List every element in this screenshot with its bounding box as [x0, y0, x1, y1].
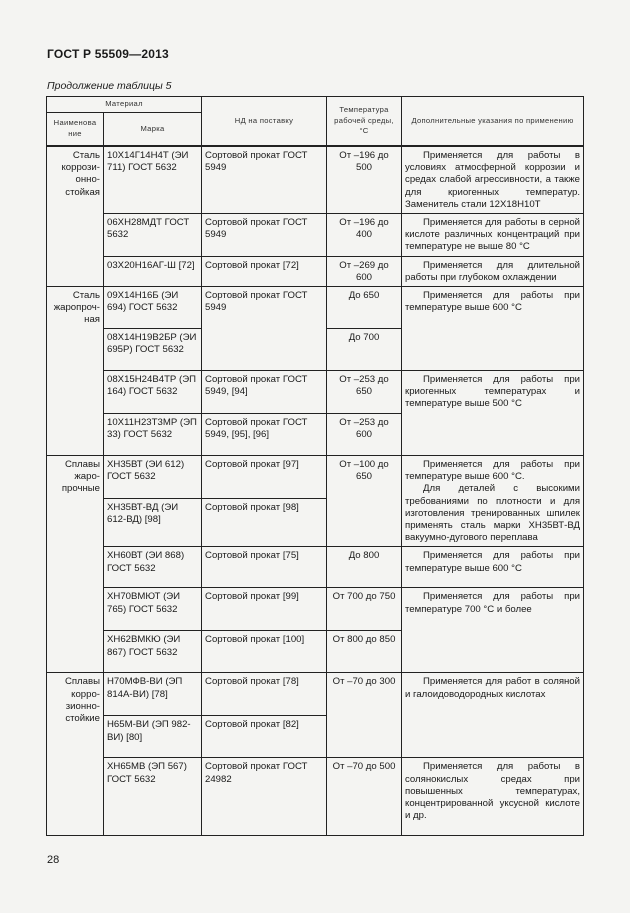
temp-cell: От –253 до 650	[327, 371, 402, 414]
table-continuation-caption: Продолжение таблицы 5	[47, 80, 172, 92]
note-cell: Применяется для работы в условиях атмосферной коррозии и средах слабой агрессивности, а также для криогенных температур. Заменитель стали 12Х18Н10Т	[402, 146, 584, 214]
grade-cell: 08Х14Н19В2БР (ЭИ 695Р) ГОСТ 5632	[104, 329, 202, 371]
grade-cell: ХН62ВМКЮ (ЭИ 867) ГОСТ 5632	[104, 631, 202, 673]
temp-cell: От –196 до 500	[327, 146, 402, 214]
grade-cell: ХН70ВМЮТ (ЭИ 765) ГОСТ 5632	[104, 588, 202, 631]
note-cell: Применяется для работы при криогенных температурах и температуре выше 500 °С	[402, 371, 584, 456]
grade-cell: 03Х20Н16АГ-Ш [72]	[104, 256, 202, 286]
temp-cell: От –70 до 300	[327, 673, 402, 758]
header-notes: Дополнительные указания по применению	[402, 97, 584, 147]
temp-cell: От 800 до 850	[327, 631, 402, 673]
group-name: Сталь жаропрочная	[47, 287, 104, 456]
note-cell	[402, 456, 584, 547]
note-cell: Применяется для работы в солянокислых средах при повышенных температурах, концентрированной уксусной кислоте и др.	[402, 758, 584, 836]
group-name: Сплавы коррозионностойкие	[47, 673, 104, 836]
group-name: Сплавы жаропрочные	[47, 456, 104, 673]
grade-cell: 08Х15Н24В4ТР (ЭП 164) ГОСТ 5632	[104, 371, 202, 414]
grade-cell: 10Х14Г14Н4Т (ЭИ 711) ГОСТ 5632	[104, 146, 202, 214]
page-number: 28	[47, 854, 60, 866]
temp-cell: До 800	[327, 547, 402, 588]
nd-cell: Сортовой прокат [99]	[202, 588, 327, 631]
nd-cell: Сортовой прокат ГОСТ 5949	[202, 287, 327, 371]
nd-cell: Сортовой прокат [82]	[202, 716, 327, 758]
header-name: Наименова ние	[47, 112, 104, 146]
nd-cell: Сортовой прокат ГОСТ 24982	[202, 758, 327, 836]
note-cell: Применяется для работы в серной кислоте различных концентраций при температуре не выше 80 °С	[402, 214, 584, 257]
grade-cell: ХН35ВТ (ЭИ 612) ГОСТ 5632	[104, 456, 202, 499]
grade-cell: 10Х11Н23Т3МР (ЭП 33) ГОСТ 5632	[104, 414, 202, 456]
nd-cell: Сортовой прокат [100]	[202, 631, 327, 673]
grade-cell: 09Х14Н16Б (ЭИ 694) ГОСТ 5632	[104, 287, 202, 329]
nd-cell: Сортовой прокат ГОСТ 5949	[202, 214, 327, 257]
grade-cell: Н70МФВ-ВИ (ЭП 814А-ВИ) [78]	[104, 673, 202, 716]
nd-cell: Сортовой прокат [98]	[202, 499, 327, 547]
grade-cell: ХН60ВТ (ЭИ 868) ГОСТ 5632	[104, 547, 202, 588]
grade-cell: ХН35ВТ-ВД (ЭИ 612-ВД) [98]	[104, 499, 202, 547]
document-header: ГОСТ Р 55509—2013	[47, 47, 169, 61]
temp-cell: От –100 до 650	[327, 456, 402, 547]
group-name: Сталь коррозионностойкая	[47, 146, 104, 287]
note-cell: Применяется для работы при температуре выше 600 °С	[402, 547, 584, 588]
nd-cell: Сортовой прокат [78]	[202, 673, 327, 716]
temp-cell: От –196 до 400	[327, 214, 402, 257]
header-grade: Марка	[104, 112, 202, 146]
note-cell: Применяется для работ в соляной и галоидоводородных кислотах	[402, 673, 584, 758]
nd-cell: Сортовой прокат [97]	[202, 456, 327, 499]
header-material: Материал	[47, 97, 202, 113]
nd-cell: Сортовой прокат ГОСТ 5949	[202, 146, 327, 214]
note-cell: Применяется для работы при температуре выше 600 °С	[402, 287, 584, 371]
grade-cell: 06ХН28МДТ ГОСТ 5632	[104, 214, 202, 257]
header-nd: НД на поставку	[202, 97, 327, 147]
header-temperature: Температура рабочей среды, °С	[327, 97, 402, 147]
nd-cell: Сортовой прокат ГОСТ 5949, [95], [96]	[202, 414, 327, 456]
temp-cell: От –253 до 600	[327, 414, 402, 456]
grade-cell: ХН65МВ (ЭП 567) ГОСТ 5632	[104, 758, 202, 836]
note-cell: Применяется для работы при температуре 700 °С и более	[402, 588, 584, 673]
note-paragraph: Для деталей с высокими требованиями по плотности и для изготовления тренированных шпилек применять сталь марки ХН35ВТ-ВД вакуумно-дугового переплава	[405, 483, 581, 544]
nd-cell: Сортовой прокат [75]	[202, 547, 327, 588]
temp-cell: До 700	[327, 329, 402, 371]
temp-cell: До 650	[327, 287, 402, 329]
materials-table	[46, 96, 584, 836]
temp-cell: От –269 до 600	[327, 256, 402, 286]
temp-cell: От 700 до 750	[327, 588, 402, 631]
nd-cell: Сортовой прокат ГОСТ 5949, [94]	[202, 371, 327, 414]
temp-cell: От –70 до 500	[327, 758, 402, 836]
note-paragraph: Применяется для работы при температуре выше 600 °С.	[405, 459, 581, 483]
nd-cell: Сортовой прокат [72]	[202, 256, 327, 286]
grade-cell: Н65М-ВИ (ЭП 982-ВИ) [80]	[104, 716, 202, 758]
note-cell: Применяется для длительной работы при глубоком охлаждении	[402, 256, 584, 286]
